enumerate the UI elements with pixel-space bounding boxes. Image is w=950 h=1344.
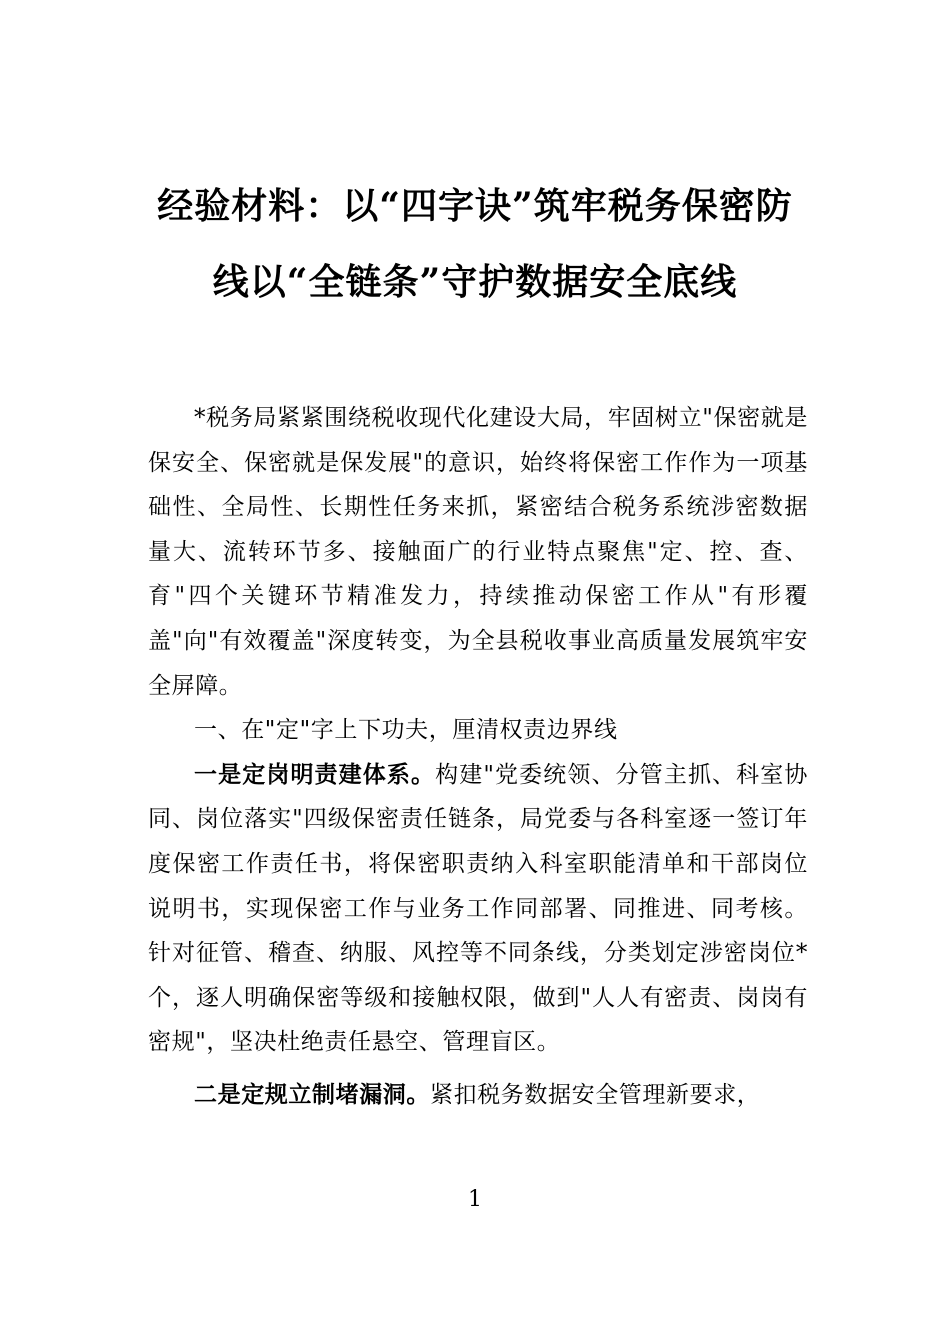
section-heading: 一、在"定"字上下功夫，厘清权责边界线 [194,717,618,744]
intro-paragraph: *税务局紧紧围绕税收现代化建设大局，牢固树立"保密就是保安全、保密就是保发展"的意识，始终将保密工作作为一项基础性、全局性、长期性任务来抓，紧密结合税务系统涉密数据量大、流转环节多、接触面广的行业特点聚焦"定、控、查、育"四个关键环节精准发力，持续推动保密工作从"有形覆盖"向"有效覆盖"深度转变，为全县税收事业高质量发展筑牢安全屏障。 [148,405,808,699]
paragraph-1 [148,753,808,1065]
paragraph-2-text: 紧扣税务数据安全管理新要求， [430,1081,761,1108]
paragraph-2-lead: 二是定规立制堵漏洞。 [194,1081,430,1108]
document-title [100,168,850,320]
title-line-1: 经验材料：以“四字诀”筑牢税务保密防 [157,185,793,227]
document-body [148,396,808,1118]
page-number: 1 [468,1187,482,1212]
paragraph-2 [148,1073,808,1118]
title-line-2: 线以“全链条”守护数据安全底线 [212,261,738,303]
paragraph-1-lead: 一是定岗明责建体系。 [194,761,436,788]
paragraph-1-text: 构建"党委统领、分管主抓、科室协同、岗位落实"四级保密责任链条，局党委与各科室逐一签订年度保密工作责任书，将保密职责纳入科室职能清单和干部岗位说明书，实现保密工作与业务工作同部署、同推进、同考核。针对征管、稽查、纳服、风控等不同条线，分类划定涉密岗位*个，逐人明确保密等级和接触权限，做到"人人有密责、岗岗有密规"，坚决杜绝责任悬空、管理盲区。 [148,761,808,1056]
